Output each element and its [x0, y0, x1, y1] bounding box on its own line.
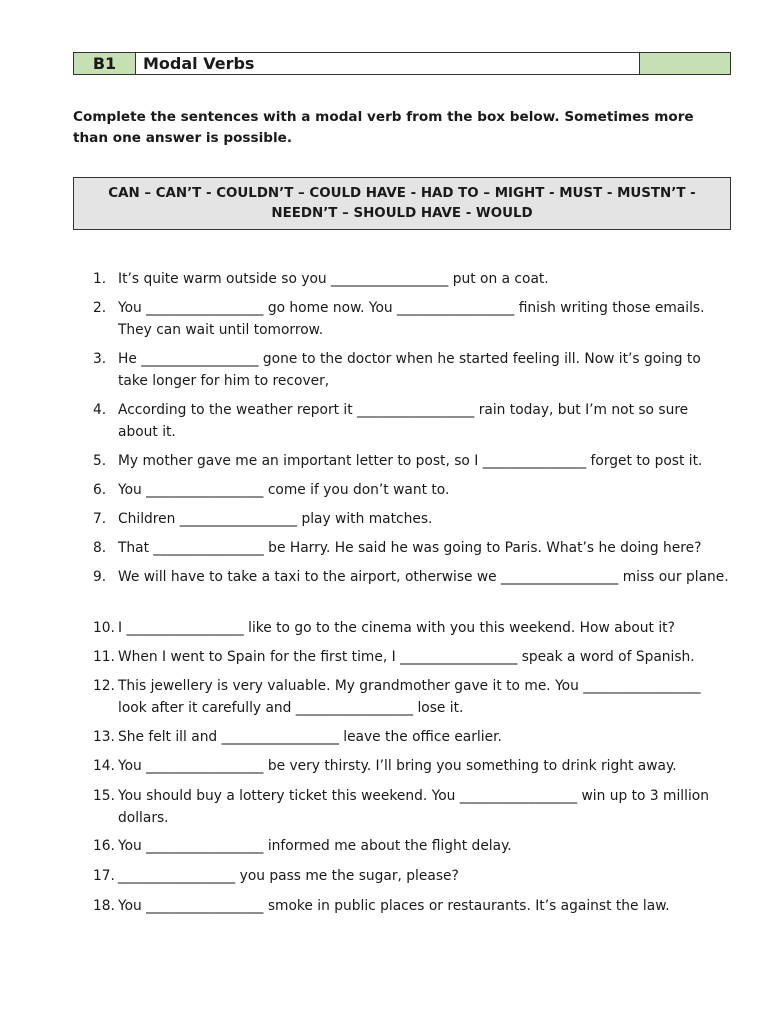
question-number: 5. — [93, 453, 107, 469]
question-number: 4. — [93, 402, 107, 418]
question-number: 8. — [93, 540, 107, 556]
question-number: 1. — [93, 271, 107, 287]
question-text: Children _________________ play with matches. — [118, 511, 433, 527]
question-number: 9. — [93, 569, 107, 585]
question-text: I _________________ like to go to the cinema with you this weekend. How about it? — [118, 620, 675, 636]
worksheet-title: Modal Verbs — [136, 53, 640, 74]
question-text: _________________ you pass me the sugar, please? — [118, 868, 459, 884]
question-number: 17. — [93, 868, 115, 884]
question-number: 3. — [93, 351, 107, 367]
question-number: 15. — [93, 788, 115, 804]
question-number: 18. — [93, 898, 115, 914]
question-number: 13. — [93, 729, 115, 745]
question-text: It’s quite warm outside so you _________________ put on a coat. — [118, 271, 549, 287]
question-number: 10. — [93, 620, 115, 636]
header-color-cell — [640, 53, 730, 74]
question-number: 6. — [93, 482, 107, 498]
level-badge: B1 — [74, 53, 136, 74]
question-text: You _________________ be very thirsty. I’ll bring you something to drink right away. — [118, 758, 677, 774]
question-number: 7. — [93, 511, 107, 527]
question-text: You _________________ come if you don’t want to. — [118, 482, 450, 498]
question-text: You _________________ smoke in public places or restaurants. It’s against the law. — [118, 898, 670, 914]
word-box-line-1: CAN – CAN’T - COULDN’T – COULD HAVE - HAD TO – MIGHT - MUST - MUSTN’T - — [108, 185, 696, 201]
question-number: 12. — [93, 678, 115, 694]
word-box-line-2: NEEDN’T – SHOULD HAVE - WOULD — [271, 205, 533, 221]
question-text: You _________________ informed me about the flight delay. — [118, 838, 512, 854]
question-number: 14. — [93, 758, 115, 774]
question-text: She felt ill and _________________ leave the office earlier. — [118, 729, 502, 745]
question-number: 16. — [93, 838, 115, 854]
question-text: He _________________ gone to the doctor when he started feeling ill. Now it’s going to take longer for him to recover, — [118, 351, 701, 389]
question-text: That ________________ be Harry. He said he was going to Paris. What’s he doing here? — [118, 540, 702, 556]
question-text: You should buy a lottery ticket this weekend. You _________________ win up to 3 million dollars. — [118, 788, 709, 826]
word-box — [73, 177, 731, 230]
question-text: This jewellery is very valuable. My grandmother gave it to me. You _________________ look after it carefully and _________________ lose it. — [118, 678, 701, 716]
question-number: 11. — [93, 649, 115, 665]
instructions: Complete the sentences with a modal verb from the box below. Sometimes more than one answer is possible. — [73, 109, 694, 146]
question-number: 2. — [93, 300, 107, 316]
question-text: You _________________ go home now. You _________________ finish writing those emails. They can wait until tomorrow. — [118, 300, 705, 338]
question-text: We will have to take a taxi to the airport, otherwise we _________________ miss our plane. — [118, 569, 729, 585]
header-table — [73, 52, 731, 75]
question-text: My mother gave me an important letter to post, so I _______________ forget to post it. — [118, 453, 703, 469]
question-text: According to the weather report it _________________ rain today, but I’m not so sure about it. — [118, 402, 689, 440]
question-text: When I went to Spain for the first time, I _________________ speak a word of Spanish. — [118, 649, 695, 665]
